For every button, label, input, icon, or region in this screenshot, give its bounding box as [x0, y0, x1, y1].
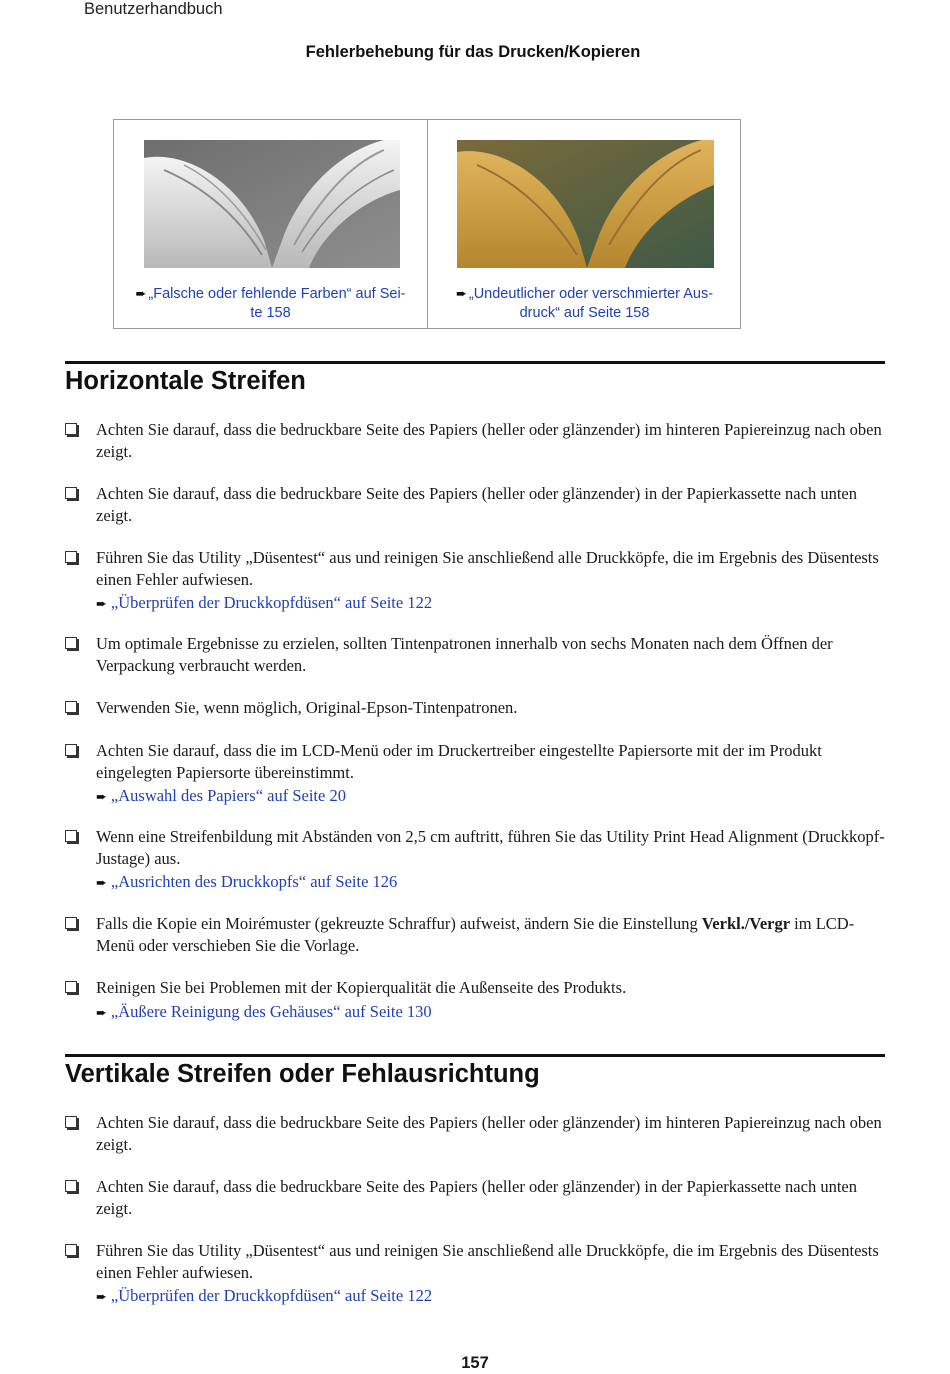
arrow-icon: ➨	[96, 789, 107, 804]
checkbox-bullet-icon	[65, 981, 77, 993]
caption-wrong-colors-link[interactable]: „Falsche oder fehlende Farben“ auf Sei-te 158	[148, 286, 406, 321]
chapter-title: Fehlerbehebung für das Drucken/Kopieren	[305, 43, 641, 61]
link-text[interactable]: „Auswahl des Papiers“ auf Seite 20	[110, 786, 346, 805]
item-text: Verwenden Sie, wenn möglich, Original-Epson-Tintenpatronen.	[96, 698, 518, 717]
list-item	[65, 697, 887, 719]
item-text: Achten Sie darauf, dass die bedruckbare Seite des Papiers (heller oder glänzender) im hinteren Papiereinzug nach oben zeigt.	[96, 420, 882, 461]
link-print-head-alignment[interactable]	[96, 871, 887, 894]
setting-name: Verkl./Vergr	[701, 914, 791, 933]
item-text: Achten Sie darauf, dass die bedruckbare Seite des Papiers (heller oder glänzender) in der Papierkassette nach unten zeigt.	[96, 484, 857, 525]
item-text-part: im LCD-Menü oder verschieben Sie die Vorlage.	[96, 914, 855, 955]
item-text: Reinigen Sie bei Problemen mit der Kopierqualität die Außenseite des Produkts.	[96, 978, 627, 997]
item-text: Führen Sie das Utility „Düsentest“ aus und reinigen Sie anschließend alle Druckköpfe, die im Ergebnis des Düsentests einen Fehler aufwiesen.	[96, 1241, 879, 1282]
link-nozzle-check[interactable]	[96, 592, 887, 615]
link-paper-selection[interactable]	[96, 785, 887, 808]
grayscale-flower-photo	[144, 140, 400, 268]
arrow-icon: ➨	[96, 596, 107, 611]
running-title: Benutzerhandbuch	[84, 0, 223, 18]
list-item	[65, 1176, 887, 1219]
item-text: Führen Sie das Utility „Düsentest“ aus und reinigen Sie anschließend alle Druckköpfe, die im Ergebnis des Düsentests einen Fehler aufwiesen.	[96, 548, 879, 589]
arrow-icon: ➨	[96, 875, 107, 890]
caption-blurry-print[interactable]	[448, 284, 721, 323]
arrow-icon: ➨	[455, 286, 467, 301]
checkbox-bullet-icon	[65, 1244, 77, 1256]
link-nozzle-check[interactable]	[96, 1285, 887, 1308]
item-text: Achten Sie darauf, dass die bedruckbare Seite des Papiers (heller oder glänzender) in der Papierkassette nach unten zeigt.	[96, 1177, 857, 1218]
item-text: Um optimale Ergebnisse zu erzielen, sollten Tintenpatronen innerhalb von sechs Monaten nach dem Öffnen der Verpackung verbraucht werden.	[96, 634, 833, 675]
list-item	[65, 419, 887, 462]
section-title-horizontal: Horizontale Streifen	[65, 367, 306, 395]
list-item	[65, 913, 887, 956]
arrow-icon: ➨	[96, 1289, 107, 1304]
checkbox-bullet-icon	[65, 637, 77, 649]
section-title-vertical: Vertikale Streifen oder Fehlausrichtung	[65, 1060, 540, 1088]
link-text[interactable]: „Ausrichten des Druckkopfs“ auf Seite 126	[110, 872, 398, 891]
item-text: Wenn eine Streifenbildung mit Abständen von 2,5 cm auftritt, führen Sie das Utility Print Head Alignment (Druckkopf-Justage) aus.	[96, 827, 885, 868]
item-text: Achten Sie darauf, dass die im LCD-Menü oder im Druckertreiber eingestellte Papiersorte mit der im Produkt eingelegten Papiersorte übereinstimmt.	[96, 741, 822, 782]
checkbox-bullet-icon	[65, 701, 77, 713]
checkbox-bullet-icon	[65, 830, 77, 842]
item-text: Achten Sie darauf, dass die bedruckbare Seite des Papiers (heller oder glänzender) im hinteren Papiereinzug nach oben zeigt.	[96, 1113, 882, 1154]
arrow-icon: ➨	[96, 1004, 107, 1020]
caption-wrong-colors[interactable]	[134, 284, 407, 323]
list-item	[65, 633, 887, 676]
image-table	[113, 119, 741, 329]
list-item	[65, 826, 887, 894]
list-item	[65, 547, 887, 615]
list-item	[65, 1240, 887, 1308]
image-cell-grayscale	[114, 120, 427, 328]
checkbox-bullet-icon	[65, 744, 77, 756]
list-item	[65, 740, 887, 808]
checkbox-bullet-icon	[65, 487, 77, 499]
link-text[interactable]: „Äußere Reinigung des Gehäuses“ auf Seite 130	[110, 1001, 432, 1021]
caption-blurry-print-link[interactable]: „Undeutlicher oder verschmierter Aus-druck“ auf Seite 158	[468, 286, 714, 321]
link-text[interactable]: „Überprüfen der Druckkopfdüsen“ auf Seite 122	[110, 593, 433, 612]
checkbox-bullet-icon	[65, 551, 77, 563]
link-text[interactable]: „Überprüfen der Druckkopfdüsen“ auf Seite 122	[110, 1286, 433, 1305]
link-exterior-cleaning[interactable]	[96, 1001, 887, 1024]
checkbox-bullet-icon	[65, 423, 77, 435]
section-rule	[65, 1054, 885, 1057]
list-item	[65, 483, 887, 526]
item-text	[96, 913, 887, 956]
section-rule	[65, 361, 885, 364]
image-cell-blurry	[428, 120, 741, 328]
list-item	[65, 977, 887, 1023]
page-number: 157	[461, 1354, 489, 1372]
checkbox-bullet-icon	[65, 917, 77, 929]
arrow-icon: ➨	[135, 286, 147, 301]
item-text-part: Falls die Kopie ein Moirémuster (gekreuzte Schraffur) aufweist, ändern Sie die Einstellung	[96, 914, 702, 933]
list-item	[65, 1112, 887, 1155]
checkbox-bullet-icon	[65, 1116, 77, 1128]
blurry-flower-photo	[457, 140, 714, 268]
checkbox-bullet-icon	[65, 1180, 77, 1192]
